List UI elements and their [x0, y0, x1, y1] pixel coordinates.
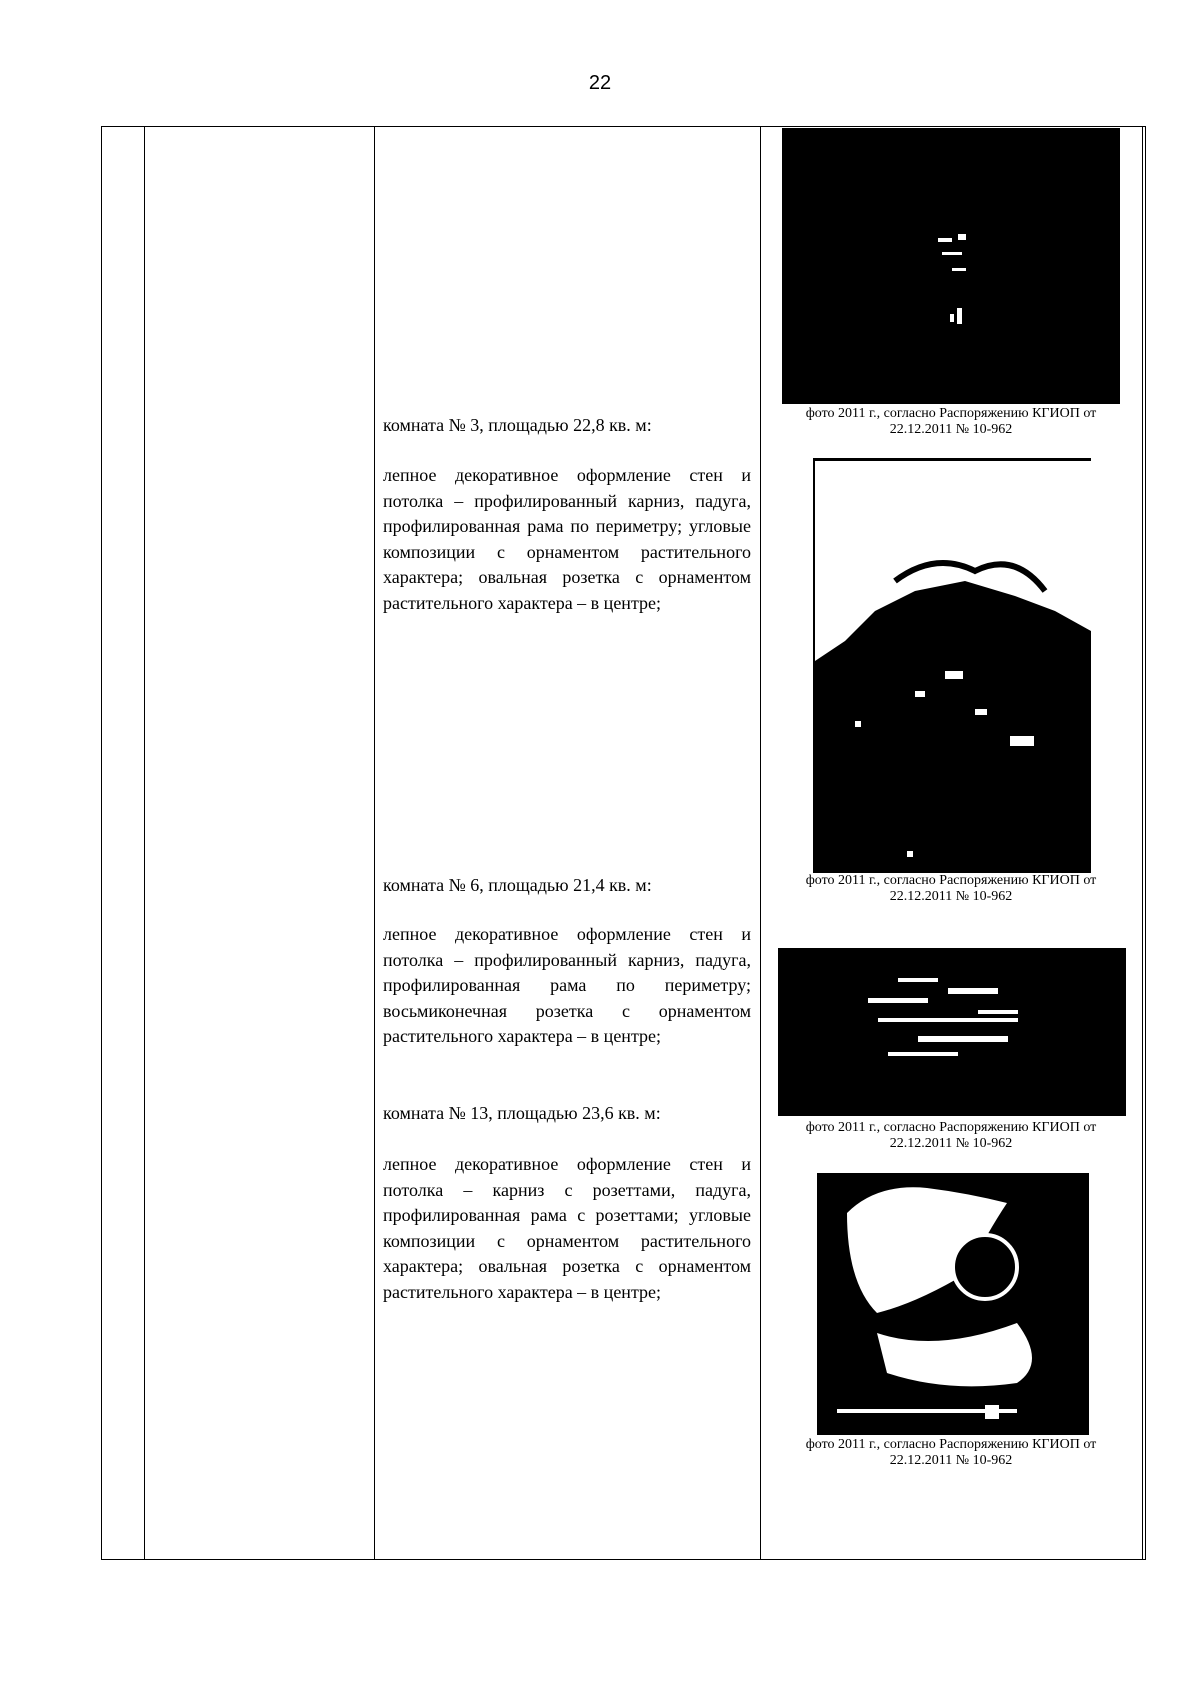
- column-divider-3: [760, 127, 761, 1559]
- ceiling-photo-1: [782, 128, 1120, 404]
- photo-2-caption: [781, 873, 1121, 905]
- room-13-description: лепное декоративное оформление стен и потолка – карниз с розеттами, падуга, профилированная рама с розеттами; угловые композиции с орнаментом растительного характера; овальная розетка с орнаментом растительного характера – в центре;: [383, 1154, 751, 1302]
- room-13-heading: комната № 13, площадью 23,6 кв. м:: [383, 1103, 661, 1123]
- room-6-heading: комната № 6, площадью 21,4 кв. м:: [383, 875, 652, 895]
- photo-3-caption-line1: фото 2011 г., согласно Распоряжению КГИОП от: [805, 1120, 1097, 1135]
- photo-4-caption: [781, 1437, 1121, 1469]
- photo-3-caption: [781, 1120, 1121, 1152]
- photo-4-caption-line2: 22.12.2011 № 10-962: [889, 1453, 1013, 1468]
- ceiling-photo-3: [778, 948, 1126, 1116]
- photo-4-caption-line1: фото 2011 г., согласно Распоряжению КГИОП от: [805, 1437, 1097, 1452]
- photo-2-caption-line2: 22.12.2011 № 10-962: [889, 889, 1013, 904]
- room-3-heading: комната № 3, площадью 22,8 кв. м:: [383, 415, 652, 435]
- photo-1-caption: [781, 406, 1121, 438]
- column-divider-4: [1142, 127, 1143, 1559]
- ceiling-photo-2: [813, 458, 1091, 873]
- page-number: 22: [588, 72, 612, 94]
- photo-2-caption-line1: фото 2011 г., согласно Распоряжению КГИОП от: [805, 873, 1097, 888]
- photo-3-caption-line2: 22.12.2011 № 10-962: [889, 1136, 1013, 1151]
- room-6-description: лепное декоративное оформление стен и потолка – профилированный карниз, падуга, профилированная рама по периметру; восьмиконечная розетка с орнаментом растительного характера – в центре;: [383, 924, 751, 1047]
- room-3-description: лепное декоративное оформление стен и потолка – профилированный карниз, падуга, профилированная рама по периметру; угловые композиции с орнаментом растительного характера; овальная розетка с орнаментом растительного характера – в центре;: [383, 465, 751, 613]
- photo-1-caption-line2: 22.12.2011 № 10-962: [889, 422, 1013, 437]
- column-divider-2: [374, 127, 375, 1559]
- photo-1-caption-line1: фото 2011 г., согласно Распоряжению КГИОП от: [805, 406, 1097, 421]
- ceiling-photo-4: [817, 1173, 1089, 1435]
- column-divider-1: [144, 127, 145, 1559]
